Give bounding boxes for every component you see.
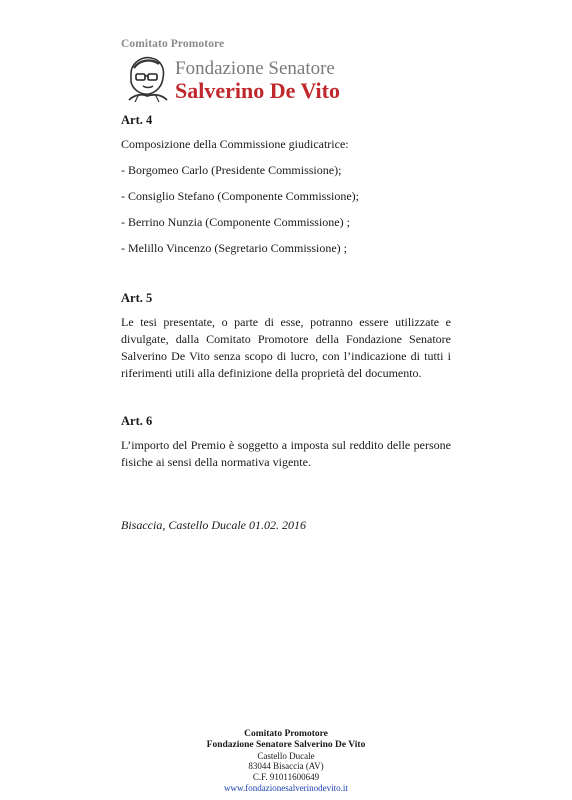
art4-title: Art. 4 (121, 113, 153, 127)
place-date: Bisaccia, Castello Ducale 01.02. 2016 (121, 518, 306, 532)
letterhead (121, 38, 371, 104)
footer-committee: Comitato Promotore (244, 729, 328, 739)
footer-fiscal-code: C.F. 91011600649 (252, 772, 320, 783)
art6-title: Art. 6 (121, 414, 153, 428)
footer-address-2: 83044 Bisaccia (AV) (248, 761, 324, 772)
foundation-name-line2: Salverino De Vito (175, 78, 340, 103)
art4-intro: Composizione della Commissione giudicatrice: (121, 137, 349, 151)
art4-member-4: - Melillo Vincenzo (Segretario Commissione) ; (121, 241, 348, 255)
foundation-name-line1: Fondazione Senatore (175, 58, 335, 79)
foundation-logo (121, 52, 371, 104)
footer (0, 729, 572, 794)
art6-text: L’importo del Premio è soggetto a imposta sul reddito delle persone fisiche ai sensi della normativa vigente. (121, 438, 451, 469)
art5-title: Art. 5 (121, 291, 153, 305)
art4-member-1: - Borgomeo Carlo (Presidente Commissione); (121, 163, 342, 177)
header-committee: Comitato Promotore (121, 38, 225, 50)
art4-member-3: - Berrino Nunzia (Componente Commissione) ; (121, 215, 350, 229)
document-body (121, 112, 451, 533)
footer-foundation: Fondazione Senatore Salverino De Vito (206, 739, 366, 750)
art5-text: Le tesi presentate, o parte di esse, potranno essere utilizzate e divulgate, dalla Comitato Promotore della Fondazione Senatore Salverino De Vito senza scopo di lucro, con l’indicazione di tutti i riferimenti utili alla definizione della proprietà del documento. (121, 315, 451, 380)
footer-address-1: Castello Ducale (257, 750, 315, 761)
footer-website-link[interactable]: www.fondazionesalverinodevito.it (224, 782, 348, 793)
portrait-logo-icon (121, 52, 173, 104)
art4-member-2: - Consiglio Stefano (Componente Commissione); (121, 189, 359, 203)
